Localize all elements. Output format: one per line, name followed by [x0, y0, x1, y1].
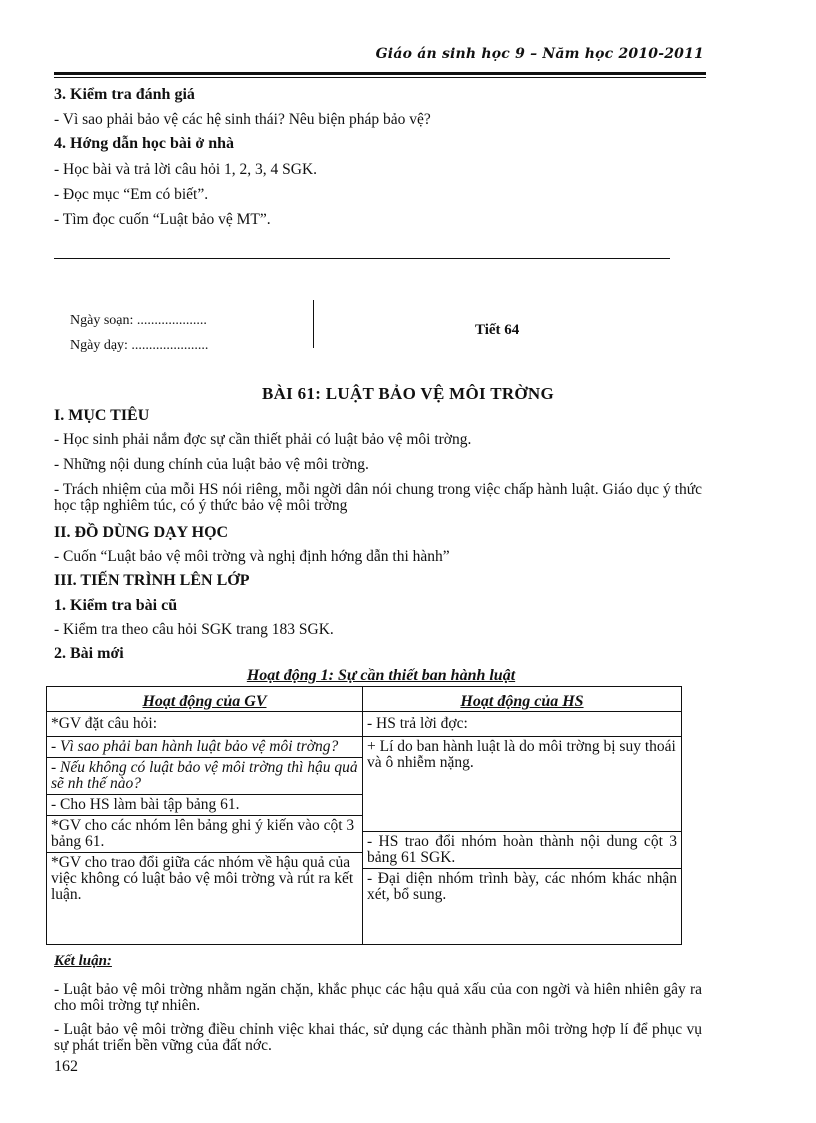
gv-item: - Cho HS làm bài tập bảng 61.: [47, 794, 362, 815]
kiem-tra-bai-cu-item: - Kiểm tra theo câu hỏi SGK trang 183 SGK.: [54, 621, 334, 638]
col-header-gv: Hoạt động của GV: [47, 687, 363, 712]
muc-tieu-item: - Những nội dung chính của luật bảo vệ môi trờng.: [54, 456, 369, 473]
gv-item: *GV cho trao đổi giữa các nhóm về hậu quả của việc không có luật bảo vệ môi trờng và rút ra kết luận.: [47, 852, 362, 905]
activity-table: [46, 686, 682, 945]
do-dung-item: - Cuốn “Luật bảo vệ môi trờng và nghị định hớng dẫn thi hành”: [54, 548, 450, 565]
bai-moi-title: 2. Bài mới: [54, 645, 124, 662]
running-header: Giáo án sinh học 9 – Năm học 2010-2011: [375, 46, 704, 62]
gv-item: *GV đặt câu hỏi:: [51, 715, 158, 732]
hs-item: - Đại diện nhóm trình bày, các nhóm khác nhận xét, bổ sung.: [363, 868, 681, 905]
activity-title: Hoạt động 1: Sự cần thiết ban hành luật: [246, 667, 516, 684]
ket-luan-item: - Luật bảo vệ môi trờng điều chỉnh việc khai thác, sử dụng các thành phần môi trờng hợp lí để phục vụ sự phát triển bền vững của đất nớc.: [54, 1021, 702, 1054]
header-rule-thick: [54, 72, 706, 75]
hs-item: - HS trao đổi nhóm hoàn thành nội dung cột 3 bảng 61 SGK.: [363, 831, 681, 868]
section-kiem-tra-title: 3. Kiểm tra đánh giá: [54, 86, 195, 103]
homework-item: - Tìm đọc cuốn “Luật bảo vệ MT”.: [54, 211, 271, 228]
muc-tieu-title: I. MỤC TIÊU: [54, 407, 150, 424]
homework-item: - Đọc mục “Em có biết”.: [54, 186, 209, 203]
gv-item: - Nếu không có luật bảo vệ môi trờng thì hậu quả sẽ nh thế nào?: [47, 757, 362, 794]
meta-divider: [313, 300, 314, 348]
header-rule-thin: [54, 77, 706, 78]
ket-luan-item: - Luật bảo vệ môi trờng nhằm ngăn chặn, khắc phục các hậu quả xấu của con ngời và hiên nhiên gây ra cho môi trờng tự nhiên.: [54, 981, 702, 1014]
hs-item: + Lí do ban hành luật là do môi trờng bị suy thoái và ô nhiễm nặng.: [363, 736, 681, 773]
ngay-soan: Ngày soạn: ....................: [70, 313, 207, 328]
homework-item: - Học bài và trả lời câu hỏi 1, 2, 3, 4 SGK.: [54, 161, 318, 178]
section-kiem-tra-question: - Vì sao phải bảo vệ các hệ sinh thái? Nêu biện pháp bảo vệ?: [54, 111, 431, 128]
col-header-hs: Hoạt động của HS: [363, 687, 682, 712]
lesson-title: BÀI 61: LUẬT BẢO VỆ MÔI TRỜNG: [261, 384, 555, 403]
muc-tieu-item: - Học sinh phải nắm đợc sự cần thiết phải có luật bảo vệ môi trờng.: [54, 431, 472, 448]
gv-item: *GV cho các nhóm lên bảng ghi ý kiến vào cột 3 bảng 61.: [47, 815, 362, 852]
tiet-number: Tiết 64: [475, 322, 520, 338]
page-number: 162: [54, 1058, 78, 1075]
section-huong-dan-title: 4. Hớng dẫn học bài ở nhà: [54, 135, 234, 152]
hs-item: - HS trả lời đợc:: [367, 715, 468, 732]
gv-item: - Vì sao phải ban hành luật bảo vệ môi trờng?: [47, 736, 362, 757]
muc-tieu-item: - Trách nhiệm của mỗi HS nói riêng, mỗi ngời dân nói chung trong việc chấp hành luật. Giáo dục ý thức học tập nghiêm túc, có ý thức bảo vệ môi trờng: [54, 481, 702, 514]
ket-luan-title: Kết luận:: [54, 953, 112, 969]
gv-column: [47, 712, 363, 945]
section-separator: [54, 258, 670, 259]
hs-column: [363, 712, 682, 945]
ngay-day: Ngày dạy: ......................: [70, 338, 209, 353]
tien-trinh-title: III. TIẾN TRÌNH LÊN LỚP: [54, 572, 250, 589]
do-dung-title: II. ĐỒ DÙNG DẠY HỌC: [54, 524, 229, 541]
kiem-tra-bai-cu-title: 1. Kiểm tra bài cũ: [54, 597, 178, 614]
